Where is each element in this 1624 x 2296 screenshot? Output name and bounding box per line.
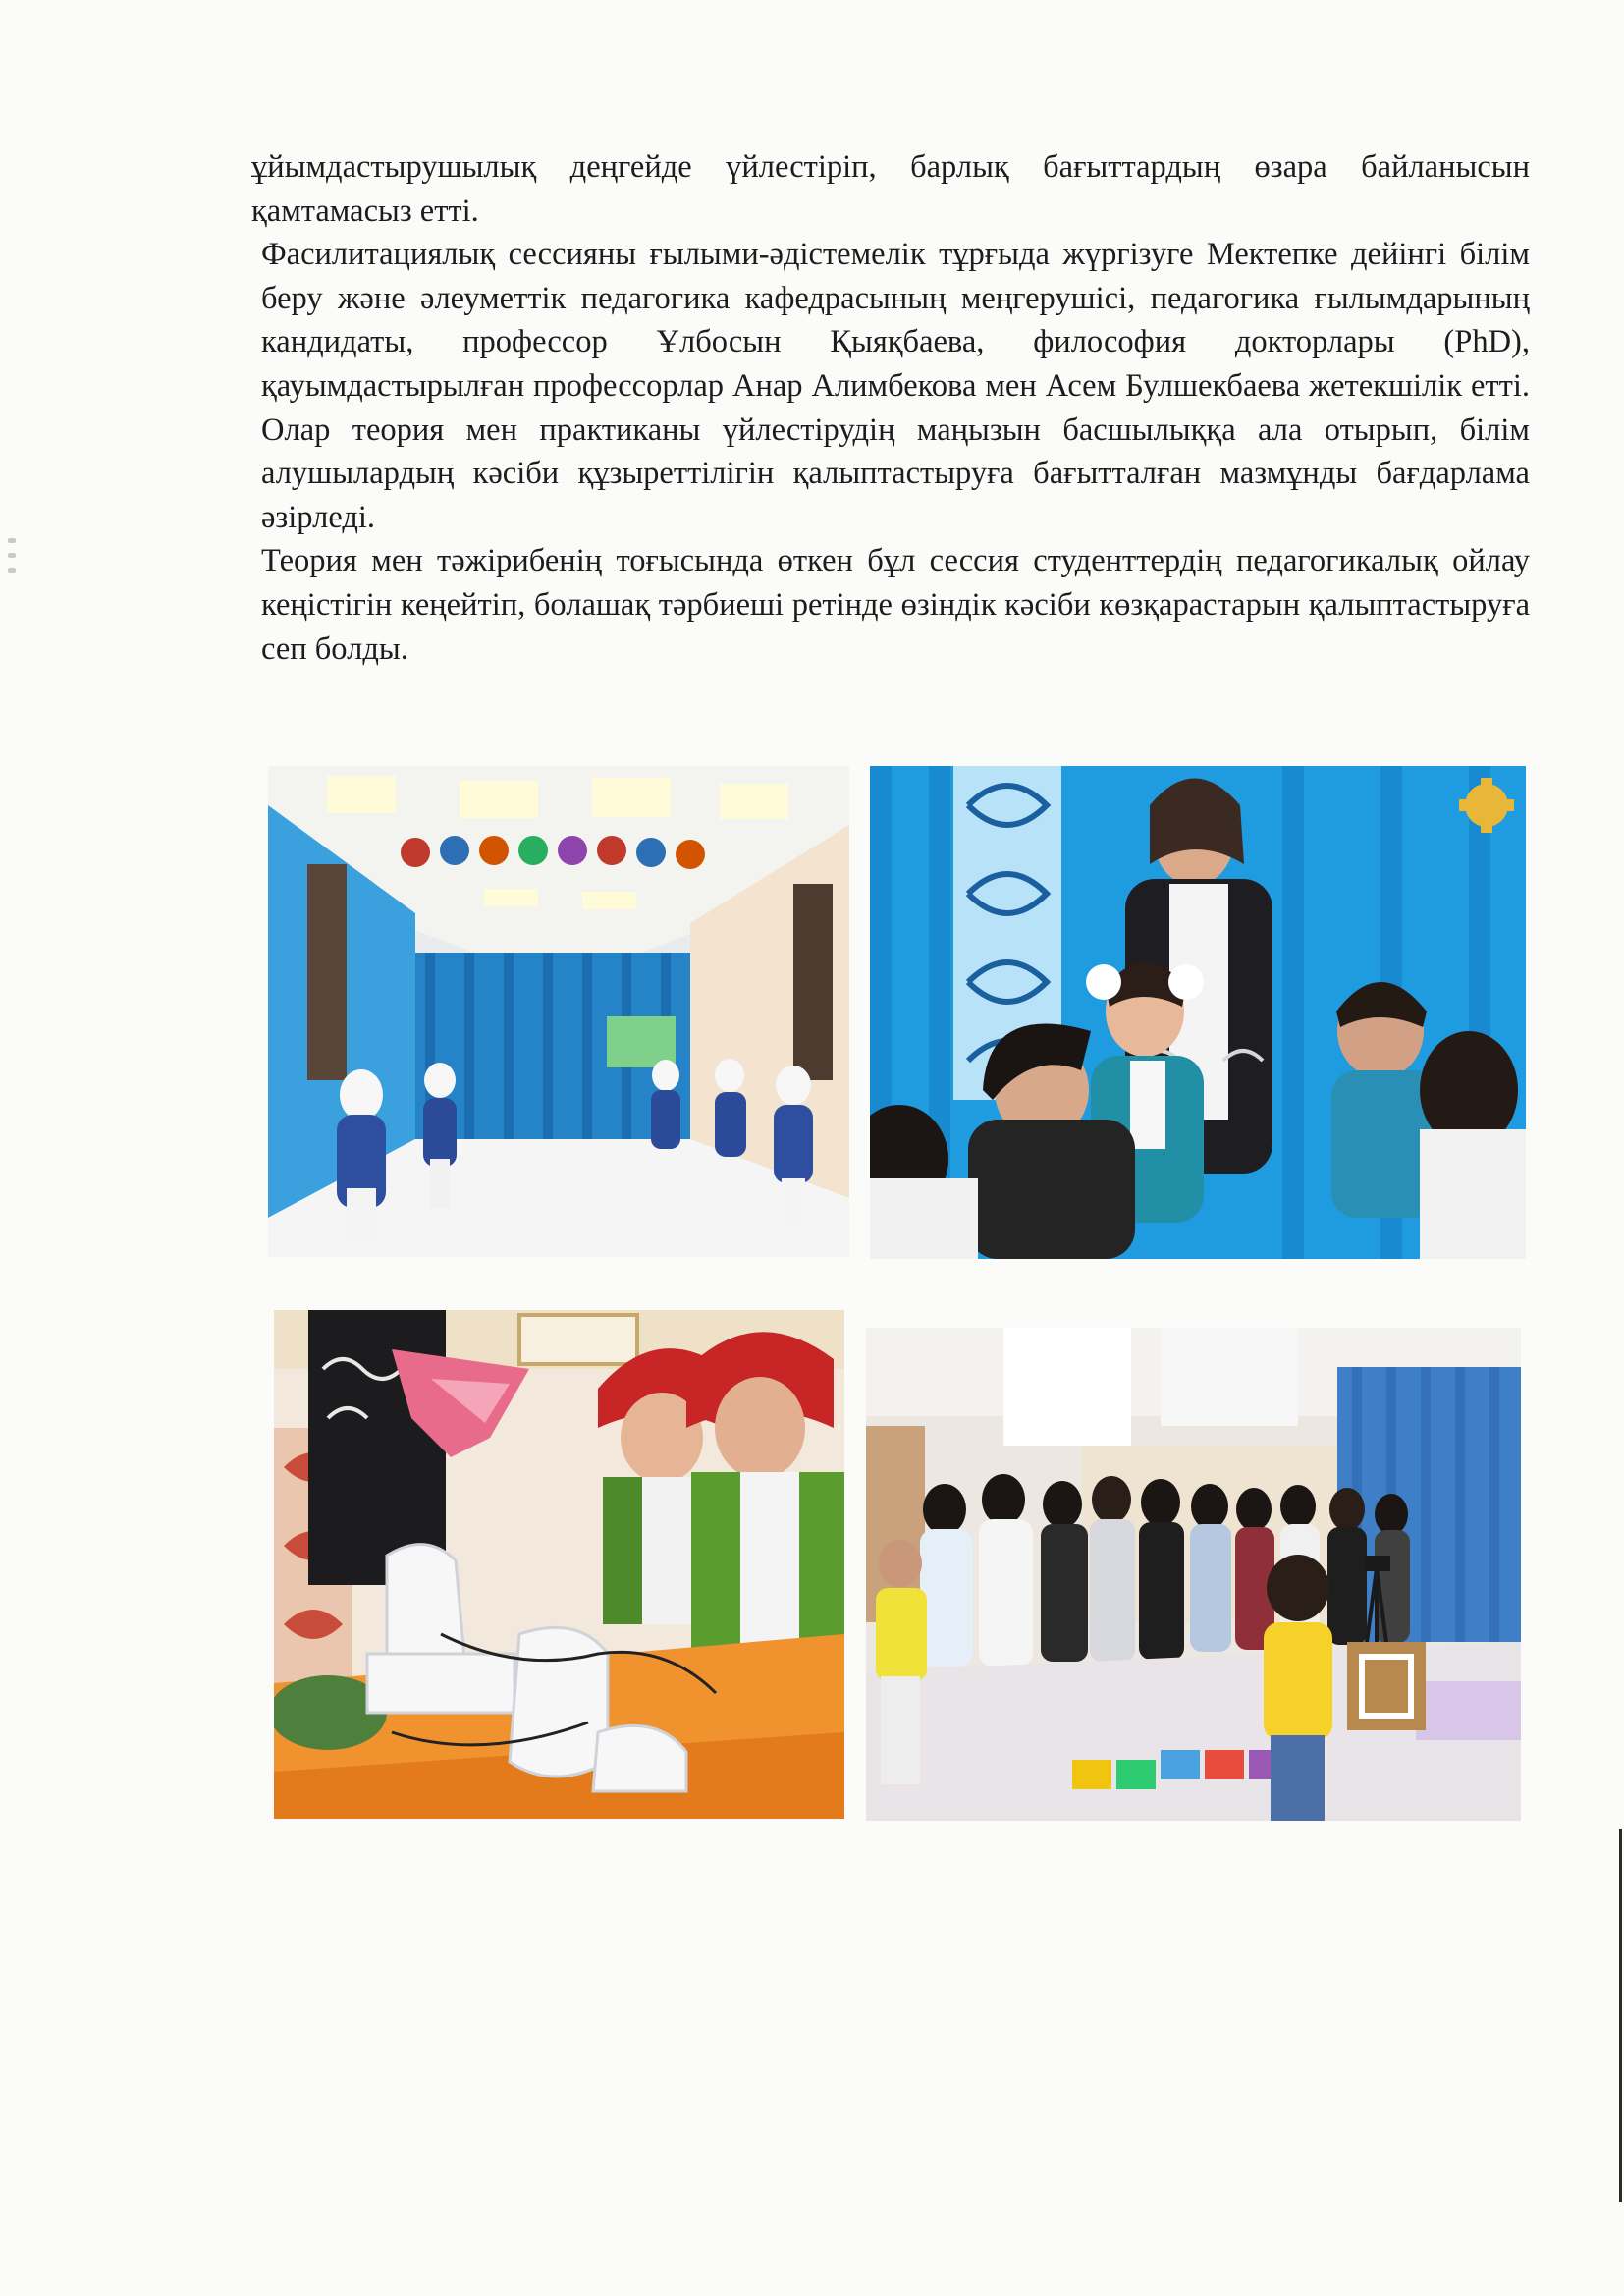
paragraph-1: ұйымдастырушылық деңгейде үйлестіріп, барлық бағыттардың өзара байланысын қамтамасыз етті.	[251, 149, 1530, 229]
photo-students-group	[866, 1328, 1521, 1821]
scan-mark	[8, 538, 18, 583]
body-text	[251, 145, 1530, 671]
photo-sewing-machines	[274, 1310, 844, 1819]
paragraph-3: Теория мен тәжірибенің тоғысында өткен бұл сессия студенттердің педагогикалық ойлау кеңістігін кеңейтіп, болашақ тәрбиеші ретінде өзіндік кәсіби көзқарастарын қалыптастыруға сеп болды.	[261, 543, 1530, 667]
paragraph-2: Фасилитациялық сессияны ғылыми-әдістемелік тұрғыда жүргізуге Мектепке дейінгі білім беру және әлеуметтік педагогика кафедрасының меңгерушісі, педагогика ғылымдарының кандидаты, профессор Ұлбосын Қыяқбаева, философия докторлары (PhD), қауымдастырылған профессорлар Анар Алимбекова мен Асем Булшекбаева жетекшілік етті. Олар теория мен практиканы үйлестірудің маңызын басшылыққа ала отырып, білім алушылардың кәсіби құзыреттілігін қалыптастыруға бағытталған мазмұнды бағдарлама әзірледі.	[261, 237, 1530, 535]
scan-edge-line	[1619, 1829, 1622, 2202]
photo-teacher-with-children	[870, 766, 1526, 1259]
photo-dance-hall	[268, 766, 849, 1257]
